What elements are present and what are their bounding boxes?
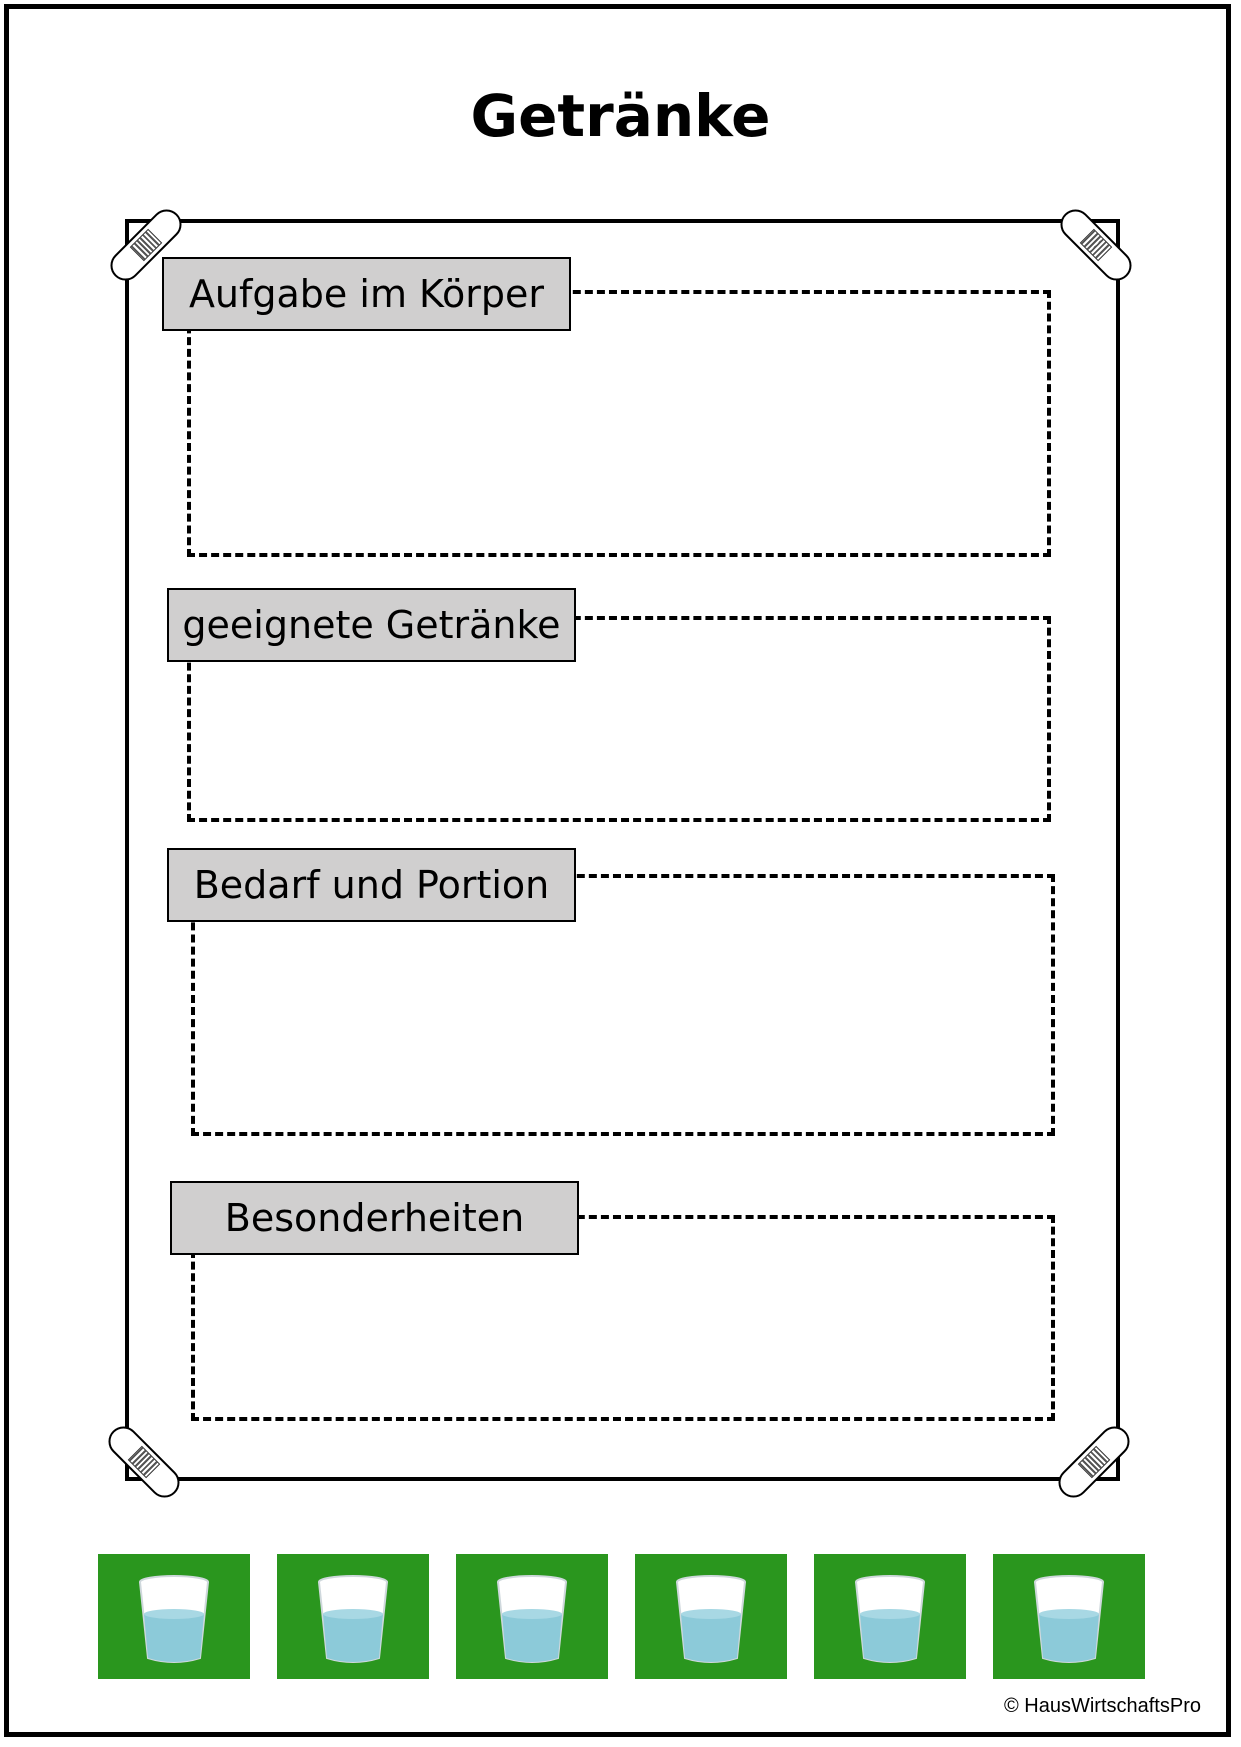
water-glass-icon — [136, 1574, 212, 1666]
section-label-besonderheiten: Besonderheiten — [170, 1181, 579, 1255]
water-glass-tile — [993, 1554, 1145, 1679]
water-glass-tile — [456, 1554, 608, 1679]
copyright-notice: © HausWirtschaftsPro — [1003, 1695, 1201, 1717]
section-label-getraenke: geeignete Getränke — [167, 588, 576, 662]
section-label-bedarf: Bedarf und Portion — [167, 848, 576, 922]
water-glass-icon — [494, 1574, 570, 1666]
section-label-aufgabe: Aufgabe im Körper — [162, 257, 571, 331]
water-glass-tile — [814, 1554, 966, 1679]
water-glass-tile — [277, 1554, 429, 1679]
water-glass-icon — [1031, 1574, 1107, 1666]
water-glass-icon — [315, 1574, 391, 1666]
water-glass-tile — [98, 1554, 250, 1679]
water-glass-icon — [852, 1574, 928, 1666]
page-title: Getränke — [470, 82, 771, 150]
water-glass-tile — [635, 1554, 787, 1679]
water-glass-icon — [673, 1574, 749, 1666]
